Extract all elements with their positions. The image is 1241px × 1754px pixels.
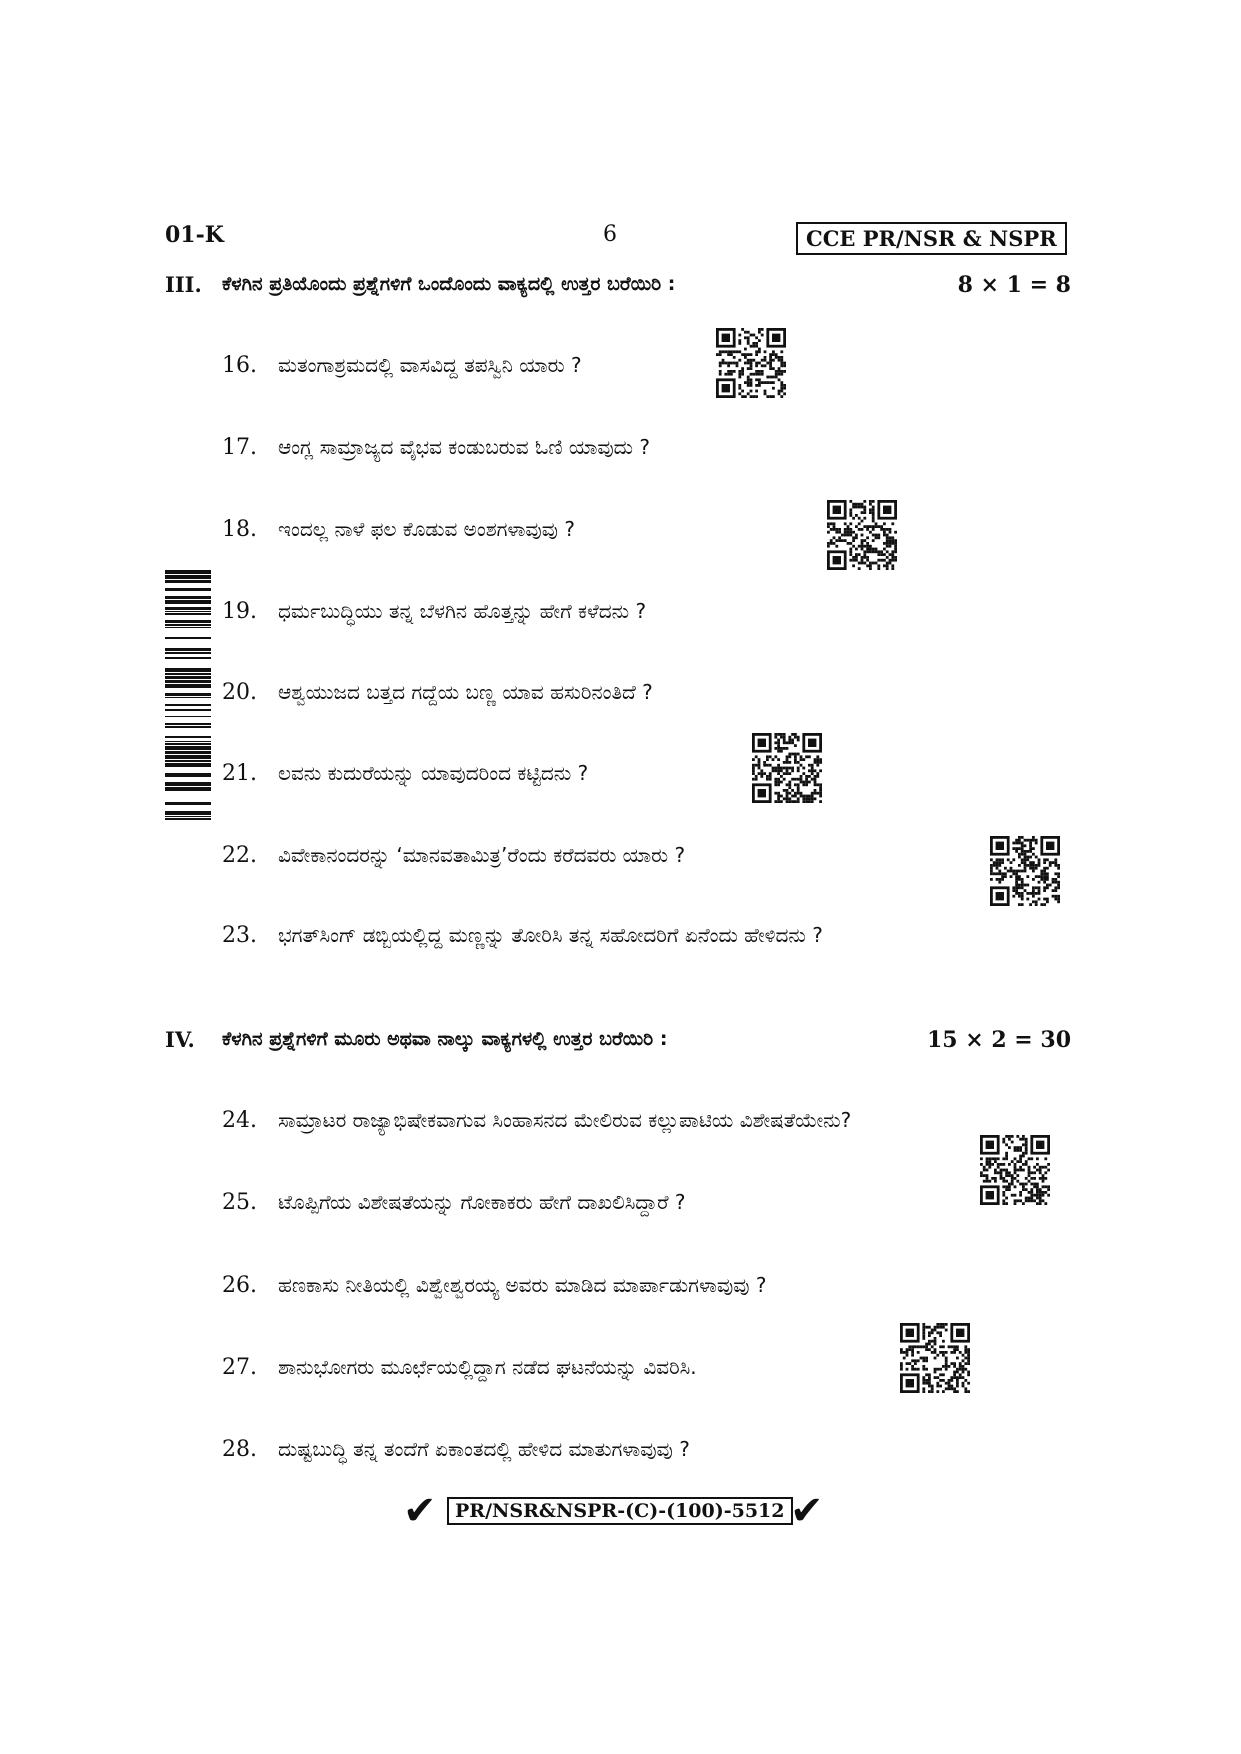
question-text: ಟೊಪ್ಪಿಗೆಯ ವಿಶೇಷತೆಯನ್ನು ಗೋಕಾಕರು ಹೇಗೆ ದಾಖಲಿಸಿದ್ದಾರೆ ?: [278, 1190, 686, 1214]
question-number: 24.: [222, 1108, 257, 1133]
question-number: 22.: [222, 843, 257, 868]
question-number: 18.: [222, 517, 257, 542]
exam-code-box: CCE PR/NSR & NSPR: [796, 222, 1067, 255]
qr-code-icon: [827, 500, 897, 570]
question-number: 23.: [222, 923, 257, 948]
page-number: 6: [603, 222, 617, 247]
question-text: ಲವನು ಕುದುರೆಯನ್ನು ಯಾವುದರಿಂದ ಕಟ್ಟಿದನು ?: [278, 761, 589, 785]
question-number: 25.: [222, 1190, 257, 1215]
qr-code-icon: [752, 733, 822, 803]
check-mark-icon: ✔: [790, 1488, 824, 1534]
section-iv-marks: 15 × 2 = 30: [926, 1027, 1071, 1053]
question-number: 19.: [222, 599, 257, 624]
question-number: 26.: [222, 1273, 257, 1298]
section-iii-title: ಕೆಳಗಿನ ಪ್ರತಿಯೊಂದು ಪ್ರಶ್ನೆಗಳಿಗೆ ಒಂದೊಂದು ವಾಕ್ಯದಲ್ಲಿ ಉತ್ತರ ಬರೆಯಿರಿ :: [222, 273, 676, 295]
section-iii-marks: 8 × 1 = 8: [957, 272, 1071, 298]
paper-code: 01-K: [165, 222, 224, 248]
question-number: 21.: [222, 761, 257, 786]
question-text: ಭಗತ್‌ಸಿಂಗ್ ಡಬ್ಬಿಯಲ್ಲಿದ್ದ ಮಣ್ಣನ್ನು ತೋರಿಸಿ ತನ್ನ ಸಹೋದರಿಗೆ ಏನೆಂದು ಹೇಳಿದನು ?: [278, 923, 823, 947]
qr-code-icon: [716, 328, 786, 398]
section-iv-number: IV.: [165, 1027, 195, 1052]
check-mark-icon: ✔: [403, 1488, 437, 1534]
question-number: 28.: [222, 1437, 257, 1462]
qr-code-icon: [980, 1135, 1050, 1205]
barcode-icon: [165, 570, 211, 824]
question-number: 27.: [222, 1355, 257, 1380]
question-text: ವಿವೇಕಾನಂದರನ್ನು ‘ಮಾನವತಾಮಿತ್ರ’ರೆಂದು ಕರೆದವರು ಯಾರು ?: [278, 843, 686, 867]
question-text: ಮತಂಗಾಶ್ರಮದಲ್ಲಿ ವಾಸವಿದ್ದ ತಪಸ್ವಿನಿ ಯಾರು ?: [278, 353, 582, 377]
question-text: ಧರ್ಮಬುದ್ಧಿಯು ತನ್ನ ಬೆಳಗಿನ ಹೊತ್ತನ್ನು ಹೇಗೆ ಕಳೆದನು ?: [278, 599, 647, 623]
section-iv-title: ಕೆಳಗಿನ ಪ್ರಶ್ನೆಗಳಿಗೆ ಮೂರು ಅಥವಾ ನಾಲ್ಕು ವಾಕ್ಯಗಳಲ್ಲಿ ಉತ್ತರ ಬರೆಯಿರಿ :: [222, 1028, 668, 1050]
qr-code-icon: [900, 1323, 970, 1393]
question-number: 20.: [222, 680, 257, 705]
question-text: ಇಂದಲ್ಲ ನಾಳೆ ಫಲ ಕೊಡುವ ಅಂಶಗಳಾವುವು ?: [278, 517, 575, 541]
question-text: ಸಾಮ್ರಾಟರ ರಾಜ್ಯಾಭಿಷೇಕವಾಗುವ ಸಿಂಹಾಸನದ ಮೇಲಿರುವ ಕಲ್ಲುಪಾಟಿಯ ವಿಶೇಷತೆಯೇನು?: [278, 1108, 852, 1132]
footer-code-box: PR/NSR&NSPR-(C)-(100)-5512: [447, 1497, 793, 1525]
question-text: ದುಷ್ಟಬುದ್ಧಿ ತನ್ನ ತಂದೆಗೆ ಏಕಾಂತದಲ್ಲಿ ಹೇಳಿದ ಮಾತುಗಳಾವುವು ?: [278, 1437, 690, 1461]
question-text: ಆಂಗ್ಲ ಸಾಮ್ರಾಜ್ಯದ ವೈಭವ ಕಂಡುಬರುವ ಓಣಿ ಯಾವುದು ?: [278, 435, 650, 459]
question-text: ಆಶ್ವಯುಜದ ಬತ್ತದ ಗದ್ದೆಯ ಬಣ್ಣ ಯಾವ ಹಸುರಿನಂತಿದೆ ?: [278, 680, 653, 704]
qr-code-icon: [990, 836, 1060, 906]
question-number: 16.: [222, 353, 257, 378]
question-text: ಶಾನುಭೋಗರು ಮೂರ್ಛೆಯಲ್ಲಿದ್ದಾಗ ನಡೆದ ಘಟನೆಯನ್ನು ವಿವರಿಸಿ.: [278, 1355, 697, 1379]
section-iii-number: III.: [165, 272, 202, 297]
question-number: 17.: [222, 435, 257, 460]
question-text: ಹಣಕಾಸು ನೀತಿಯಲ್ಲಿ ವಿಶ್ವೇಶ್ವರಯ್ಯ ಅವರು ಮಾಡಿದ ಮಾರ್ಪಾಡುಗಳಾವುವು ?: [278, 1273, 767, 1297]
